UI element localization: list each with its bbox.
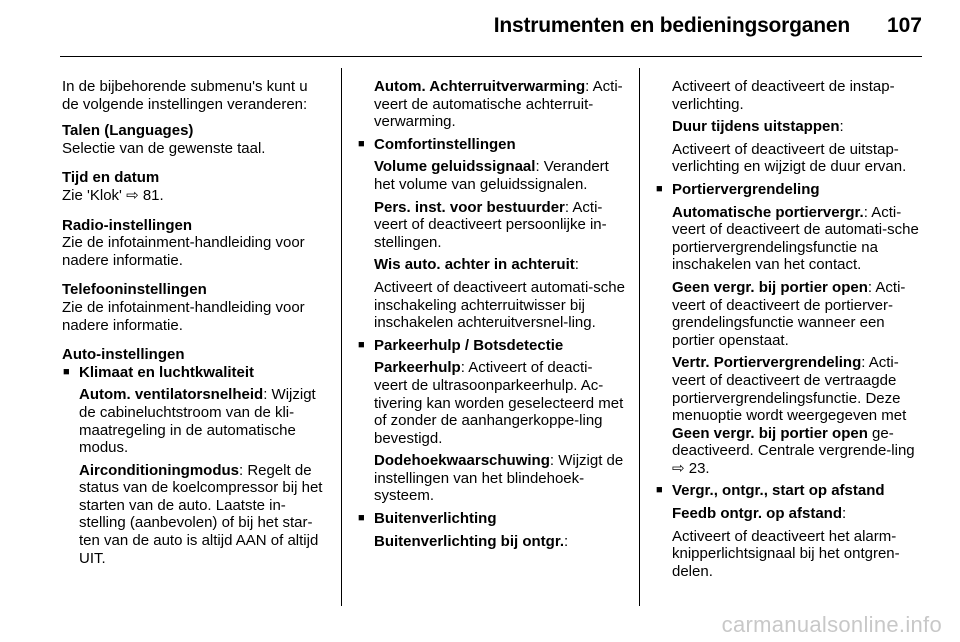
header-rule [60, 56, 922, 57]
setting-desc: : Activeert of deacti-veert de ultrasoonparkeerhulp. Ac-tivering kan worden geselecteerd met of zonder de aanhangerkoppe-ling bevestigd. [374, 359, 624, 447]
setting-desc-block: Activeert of deactiveert automati-sche inschakeling achterruitwisser bij inschakelen achteruitversnel-ling. [374, 278, 625, 332]
setting-term: Parkeerhulp [374, 359, 461, 377]
setting-term: Volume geluidssignaal [374, 158, 536, 176]
setting-term: Autom. Achterruitverwarming [374, 78, 586, 95]
column-divider-2 [639, 68, 640, 606]
section-languages [62, 122, 328, 157]
setting-desc: : Wijzigt de instellingen van het blindehoek-systeem. [374, 452, 624, 505]
setting-desc: : [839, 118, 844, 136]
section-title: Auto-instellingen [62, 346, 185, 364]
section-title: Radio-instellingen [62, 216, 193, 234]
setting-term: Autom. ventilatorsnelheid [79, 386, 264, 404]
column-divider-1 [341, 68, 342, 606]
setting-item [655, 204, 925, 274]
setting-item [357, 533, 625, 551]
bullet-parking: ■ Parkeerhulp / Botsdetectie [357, 337, 625, 355]
setting-desc: : [574, 256, 579, 274]
setting-desc-block: Activeert of deactiveert het alarm-knipperlichtsignaal bij het ontgren-delen. [672, 527, 900, 580]
section-text: Zie 'Klok' ⇨ 81. [62, 186, 164, 204]
section-title: Tijd en datum [62, 169, 160, 187]
setting-term: Geen vergr. bij portier open [672, 424, 868, 442]
setting-item [357, 359, 625, 447]
setting-desc: : Wijzigt de cabineluchtstroom van de kli-maatregeling in de automatische modus. [79, 386, 316, 457]
setting-term: Pers. inst. voor bestuurder [374, 198, 565, 216]
page-title: Instrumenten en bedieningsorganen [493, 14, 850, 37]
setting-item [62, 386, 328, 456]
setting-desc: : Acti-veert of deactiveert de vertraagde portiervergrendelingsfunctie. Deze menuoptie wordt weergegeven met [672, 354, 907, 425]
bullet-climate: ■ Klimaat en luchtkwaliteit [62, 364, 328, 382]
setting-item [655, 118, 925, 136]
setting-desc-block: Activeert of deactiveert de instap-verlichting. [672, 78, 895, 113]
setting-term: Duur tijdens uitstappen [672, 118, 840, 136]
setting-desc: : Regelt de status van de koelcompressor bij het starten van de auto. Laatste in-stelling (aanbevolen) of bij het star-ten van de auto is altijd AAN of altijd UIT. [79, 461, 323, 567]
setting-item [357, 256, 625, 274]
setting-term: Dodehoekwaarschuwing [374, 452, 550, 470]
setting-desc: : [842, 505, 847, 523]
section-text: Zie de infotainment-handleiding voor nadere informatie. [62, 234, 305, 269]
setting-term: Automatische portiervergr. [672, 203, 864, 221]
column-1 [62, 78, 328, 567]
setting-desc: : Acti-veert of deactiveert de automati-sche portiervergrendelingsfunctie na inschakelen van het contact. [672, 203, 919, 274]
setting-item [357, 452, 625, 505]
section-title: Talen (Languages) [62, 122, 194, 140]
setting-item [357, 199, 625, 252]
setting-desc: : Verandert het volume van geluidssignalen. [374, 158, 609, 193]
section-radio [62, 217, 328, 270]
setting-item [357, 78, 625, 131]
setting-term: Wis auto. achter in achteruit [374, 256, 575, 274]
setting-desc: : Acti-veert of deactiveert persoonlijke in-stellingen. [374, 198, 607, 251]
setting-item [655, 279, 925, 349]
section-text: Zie de infotainment-handleiding voor nadere informatie. [62, 298, 305, 334]
setting-item [655, 354, 925, 477]
setting-desc: : Acti-veert de automatische achterruit-verwarming. [374, 78, 623, 131]
page-number: 107 [886, 14, 922, 37]
setting-desc-block: Activeert of deactiveert de uitstap-verlichting en wijzigt de duur ervan. [672, 140, 907, 176]
section-title: Telefooninstellingen [62, 281, 207, 299]
intro-text: In de bijbehorende submenu's kunt u de volgende instellingen veranderen: [62, 78, 308, 113]
bullet-door-lock: ■ Portiervergrendeling [655, 181, 925, 199]
setting-item [357, 158, 625, 193]
setting-item [655, 505, 925, 523]
watermark: carmanualsonline.info [721, 612, 942, 637]
setting-term: Buitenverlichting bij ontgr. [374, 532, 565, 550]
section-phone [62, 281, 328, 334]
column-3 [655, 78, 925, 580]
setting-item [62, 462, 328, 568]
setting-term: Vertr. Portiervergrendeling [672, 354, 862, 372]
setting-desc: : Acti-veert of deactiveert de portierver-grendelingsfunctie wanneer een portier openstaat. [672, 278, 906, 349]
section-text: Selectie van de gewenste taal. [62, 139, 266, 157]
column-2 [357, 78, 625, 550]
bullet-exterior-lighting: ■ Buitenverlichting [357, 510, 625, 528]
section-auto-settings [62, 346, 328, 567]
setting-desc: ge-deactiveerd. Centrale vergrende-ling ⇨ 23. [672, 424, 915, 477]
setting-term: Airconditioningmodus [79, 461, 239, 479]
bullet-remote: ■ Vergr., ontgr., start op afstand [655, 482, 925, 500]
setting-term: Geen vergr. bij portier open [672, 278, 868, 296]
setting-desc: : [564, 532, 569, 550]
bullet-comfort: ■ Comfortinstellingen [357, 136, 625, 154]
setting-term: Feedb ontgr. op afstand [672, 505, 843, 523]
section-time-date [62, 169, 328, 204]
